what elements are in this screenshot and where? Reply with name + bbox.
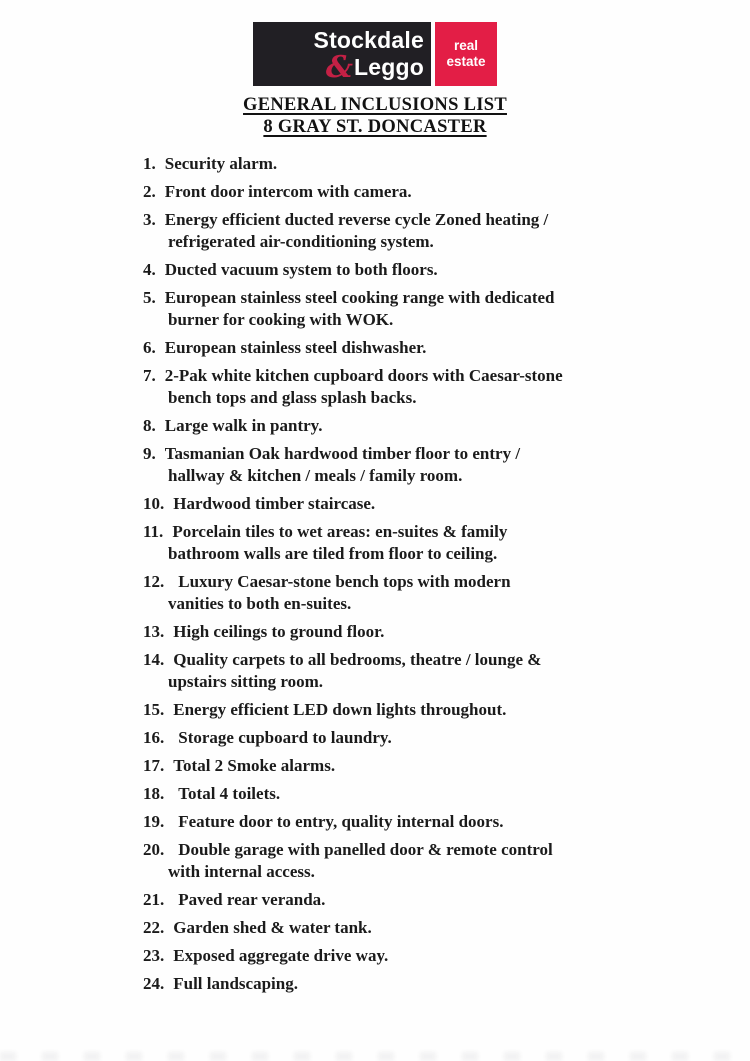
item-line: [143, 415, 670, 437]
list-item: [143, 917, 670, 939]
item-line: [143, 889, 670, 911]
list-item: [143, 443, 670, 487]
item-number: 3.: [143, 210, 156, 229]
item-number: 5.: [143, 288, 156, 307]
item-number: 21.: [143, 890, 165, 909]
list-item: [143, 621, 670, 643]
item-line: vanities to both en-suites.: [168, 594, 352, 613]
item-line: [143, 209, 670, 231]
item-line: [143, 493, 670, 515]
item-line: [143, 839, 670, 861]
item-text: European stainless steel cooking range with dedicated: [164, 288, 555, 307]
item-number: 10.: [143, 494, 165, 513]
item-number: 23.: [143, 946, 165, 965]
item-line: [143, 621, 670, 643]
item-number: 4.: [143, 260, 156, 279]
ampersand-glyph: &: [325, 50, 353, 85]
item-number: 22.: [143, 918, 165, 937]
list-item: [143, 259, 670, 281]
list-item: [143, 365, 670, 409]
brand-stockdale-text: Stockdale: [313, 27, 424, 53]
item-number: 2.: [143, 182, 156, 201]
item-line: [143, 571, 670, 593]
item-number: 19.: [143, 812, 165, 831]
item-number: 16.: [143, 728, 165, 747]
item-line: burner for cooking with WOK.: [168, 310, 394, 329]
item-line: [143, 443, 670, 465]
item-number: 15.: [143, 700, 165, 719]
item-text: Hardwood timber staircase.: [173, 494, 376, 513]
item-line: [143, 181, 670, 203]
item-number: 7.: [143, 366, 156, 385]
tagline-estate: estate: [446, 54, 486, 69]
item-line: bench tops and glass splash backs.: [168, 388, 417, 407]
item-number: 14.: [143, 650, 165, 669]
scan-bottom-artifact: [0, 1052, 750, 1061]
item-line: upstairs sitting room.: [168, 672, 324, 691]
item-line: [143, 917, 670, 939]
item-text: Large walk in pantry.: [164, 416, 323, 435]
list-item: [143, 521, 670, 565]
item-line: [143, 783, 670, 805]
item-text: Porcelain tiles to wet areas: en-suites & family: [172, 522, 508, 541]
item-line: [143, 811, 670, 833]
item-text: Quality carpets to all bedrooms, theatre / lounge &: [173, 650, 542, 669]
item-text: Feature door to entry, quality internal doors.: [178, 812, 504, 831]
list-item: [143, 209, 670, 253]
tagline-real: real: [453, 38, 479, 53]
item-text: Exposed aggregate drive way.: [173, 946, 389, 965]
item-number: 1.: [143, 154, 156, 173]
item-line: [143, 945, 670, 967]
item-text: Energy efficient LED down lights throughout.: [173, 700, 507, 719]
stockdale-leggo-logo: [0, 0, 750, 86]
item-text: Front door intercom with camera.: [164, 182, 412, 201]
item-text: Total 4 toilets.: [178, 784, 281, 803]
item-line: [143, 365, 670, 387]
item-number: 20.: [143, 840, 165, 859]
item-line: [143, 973, 670, 995]
list-item: [143, 699, 670, 721]
document-headings: [0, 95, 750, 138]
item-text: High ceilings to ground floor.: [173, 622, 385, 641]
item-number: 12.: [143, 572, 165, 591]
logo-dark-panel: [253, 22, 431, 86]
item-line: [143, 337, 670, 359]
list-item: [143, 337, 670, 359]
item-line: with internal access.: [168, 862, 315, 881]
list-item: [143, 811, 670, 833]
item-line: [143, 727, 670, 749]
item-line: bathroom walls are tiled from floor to ceiling.: [168, 544, 498, 563]
list-item: [143, 153, 670, 175]
item-text: 2-Pak white kitchen cupboard doors with Caesar-stone: [164, 366, 563, 385]
item-text: Tasmanian Oak hardwood timber floor to entry /: [164, 444, 521, 463]
page-subtitle: 8 GRAY ST. DONCASTER: [263, 116, 487, 137]
list-item: [143, 727, 670, 749]
list-item: [143, 415, 670, 437]
item-number: 24.: [143, 974, 165, 993]
item-text: Full landscaping.: [173, 974, 298, 993]
item-text: Paved rear veranda.: [178, 890, 326, 909]
item-number: 6.: [143, 338, 156, 357]
list-item: [143, 973, 670, 995]
item-line: [143, 755, 670, 777]
item-text: European stainless steel dishwasher.: [164, 338, 427, 357]
item-text: Storage cupboard to laundry.: [178, 728, 392, 747]
list-item: [143, 181, 670, 203]
item-number: 8.: [143, 416, 156, 435]
brand-leggo-text: Leggo: [354, 54, 424, 80]
item-text: Ducted vacuum system to both floors.: [164, 260, 438, 279]
list-item: [143, 493, 670, 515]
page-title: GENERAL INCLUSIONS LIST: [243, 95, 507, 115]
item-text: Double garage with panelled door & remote control: [178, 840, 553, 859]
item-text: Luxury Caesar-stone bench tops with modern: [178, 572, 511, 591]
item-line: [143, 153, 670, 175]
item-number: 18.: [143, 784, 165, 803]
list-item: [143, 649, 670, 693]
item-line: [143, 287, 670, 309]
item-number: 11.: [143, 522, 164, 541]
item-number: 17.: [143, 756, 165, 775]
item-line: [143, 649, 670, 671]
list-item: [143, 783, 670, 805]
list-item: [143, 945, 670, 967]
list-item: [143, 755, 670, 777]
item-number: 9.: [143, 444, 156, 463]
logo-red-panel: [435, 22, 497, 86]
list-item: [143, 287, 670, 331]
item-line: [143, 259, 670, 281]
item-number: 13.: [143, 622, 165, 641]
item-line: [143, 521, 670, 543]
item-text: Security alarm.: [164, 154, 278, 173]
inclusions-list: [143, 153, 670, 995]
item-line: hallway & kitchen / meals / family room.: [168, 466, 463, 485]
item-line: refrigerated air-conditioning system.: [168, 232, 434, 251]
item-text: Total 2 Smoke alarms.: [173, 756, 336, 775]
list-item: [143, 839, 670, 883]
list-item: [143, 889, 670, 911]
brand-leggo-line: [325, 50, 424, 85]
item-text: Garden shed & water tank.: [173, 918, 372, 937]
list-item: [143, 571, 670, 615]
item-text: Energy efficient ducted reverse cycle Zoned heating /: [164, 210, 549, 229]
item-line: [143, 699, 670, 721]
